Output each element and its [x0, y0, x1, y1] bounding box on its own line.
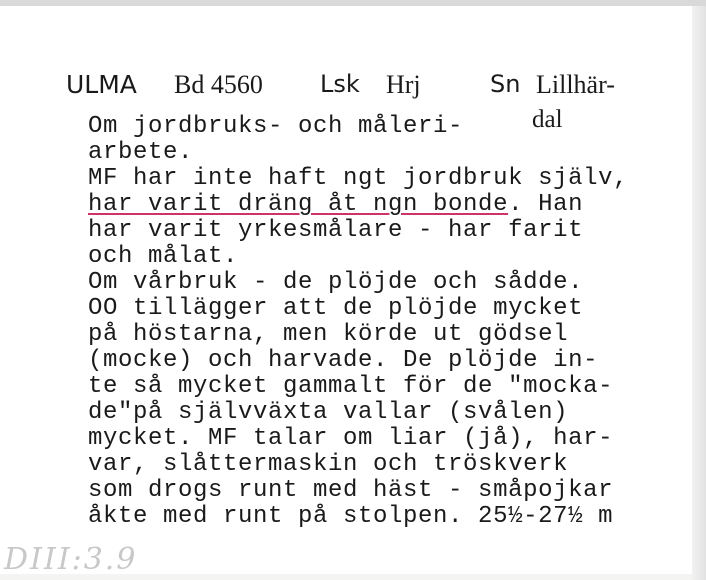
text-line: [88, 192, 688, 218]
handwritten-reference: DIII:3.9: [4, 542, 138, 577]
text-line: MF har inte haft ngt jordbruk själv,: [88, 165, 629, 192]
parish-label: Sn: [490, 70, 521, 98]
underlined-phrase: har varit dräng åt ngn bonde: [88, 191, 509, 218]
parish-value-continued: dal: [532, 106, 563, 133]
text-line: som drogs runt med häst - småpojkar: [88, 477, 614, 504]
text-line: åkte med runt på stolpen. 25½-27½ m: [88, 503, 614, 530]
text-line: var, slåttermaskin och tröskverk: [88, 451, 569, 478]
text-line: har varit yrkesmålare - har farit: [88, 217, 584, 244]
card-body: [88, 114, 688, 530]
text-line: på höstarna, men körde ut gödsel: [88, 321, 569, 348]
province-label: Lsk: [320, 70, 360, 98]
archive-code: ULMA: [66, 70, 137, 99]
text-line: arbete.: [88, 139, 194, 166]
text-line: mycket. MF talar om liar (jå), har-: [88, 425, 614, 452]
text-line: (mocke) och harvade. De plöjde in-: [88, 347, 599, 374]
card-edge: [692, 6, 706, 580]
parish-value: Lillhär-: [536, 70, 615, 99]
text-line: Om vårbruk - de plöjde och sådde.: [88, 269, 584, 296]
text-line-tail: . Han: [508, 191, 584, 218]
text-line: OO tillägger att de plöjde mycket: [88, 295, 584, 322]
text-line: de"på självväxta vallar (svålen): [88, 399, 569, 426]
volume-ref: Bd 4560: [174, 70, 263, 99]
text-line: Om jordbruks- och måleri-: [88, 113, 464, 140]
text-line: och målat.: [88, 243, 239, 270]
text-line: te så mycket gammalt för de "mocka-: [88, 373, 614, 400]
province-value: Hrj: [386, 70, 421, 99]
